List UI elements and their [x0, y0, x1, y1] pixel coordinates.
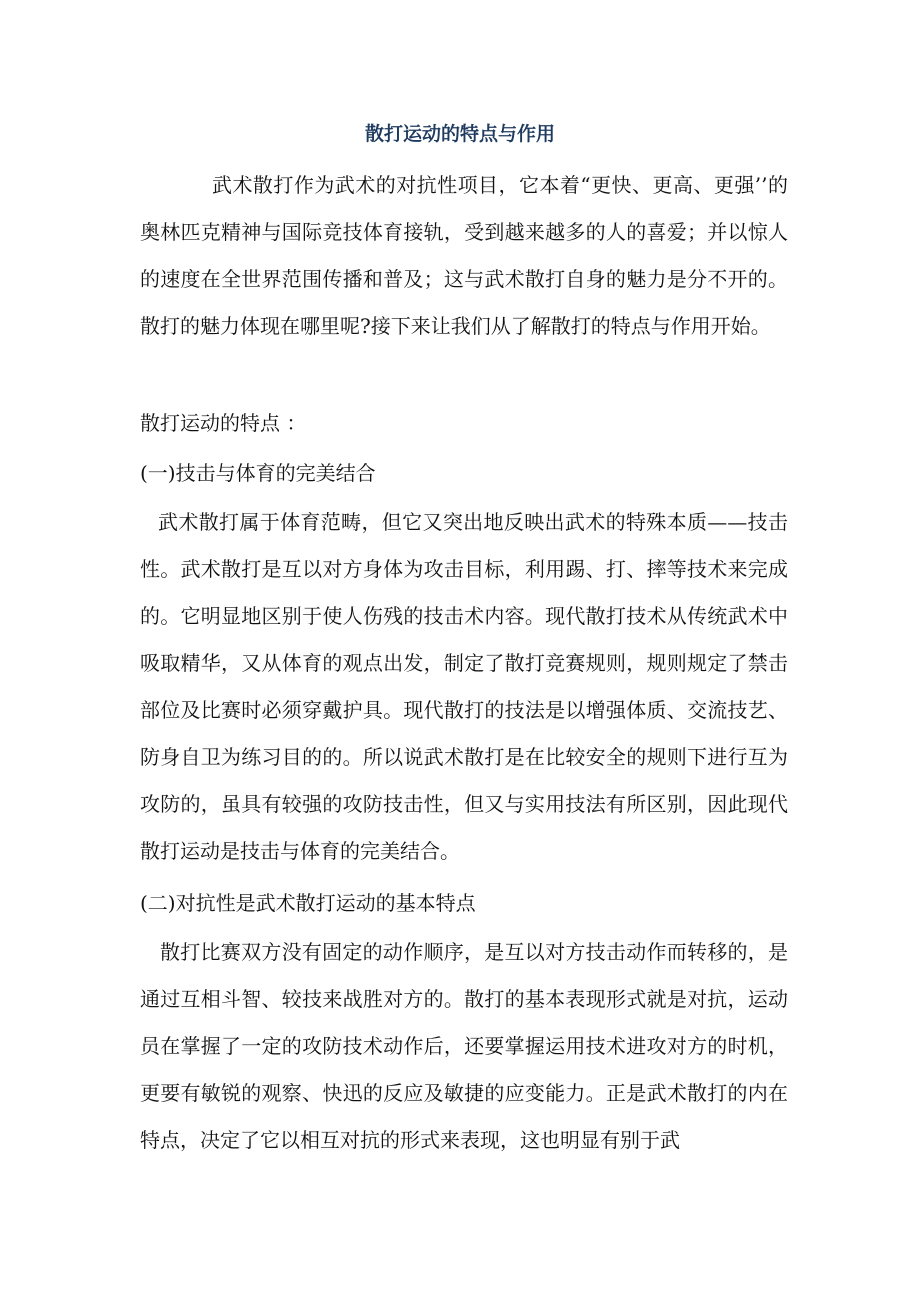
- section-1-paragraph: 武术散打属于体育范畴，但它又突出地反映出武术的特殊本质——技击性。武术散打是互以对方身体为攻击目标，利用踢、打、摔等技术来完成的。它明显地区别于使人伤残的技击术内容。现代散打技术从传统武术中吸取精华，又从体育的观点出发，制定了散打竞赛规则，规则规定了禁击部位及比赛时必须穿戴护具。现代散打的技法是以增强体质、交流技艺、防身自卫为练习目的的。所以说武术散打是在比较安全的规则下进行互为攻防的，虽具有较强的攻防技击性，但又与实用技法有所区别，因此现代散打运动是技击与体育的完美结合。: [140, 510, 788, 863]
- features-heading: 散打运动的特点 ：: [140, 411, 307, 435]
- page-title: 散打运动的特点与作用: [364, 123, 555, 145]
- section-2-paragraph: 散打比赛双方没有固定的动作顺序，是互以对方技击动作而转移的，是通过互相斗智、较技来战胜对方的。散打的基本表现形式就是对抗，运动员在掌握了一定的攻防技术动作后，还要掌握运用技术进攻对方的时机，更要有敏锐的观察、快迅的反应及敏捷的应变能力。正是武术散打的内在特点，决定了它以相互对抗的形式来表现，这也明显有别于武: [140, 940, 788, 1152]
- intro-paragraph: 武术散打作为武术的对抗性项目，它本着“更快、更高、更强’’的奥林匹克精神与国际竞技体育接轨，受到越来越多的人的喜爱；并以惊人的速度在全世界范围传播和普及；这与武术散打自身的魅力是分不开的。散打的魅力体现在哪里呢?接下来让我们从了解散打的特点与作用开始。: [140, 173, 788, 338]
- section-1-heading: (一)技击与体育的完美结合: [140, 461, 376, 485]
- section-2-heading: (二)对抗性是武术散打运动的基本特点: [140, 891, 476, 915]
